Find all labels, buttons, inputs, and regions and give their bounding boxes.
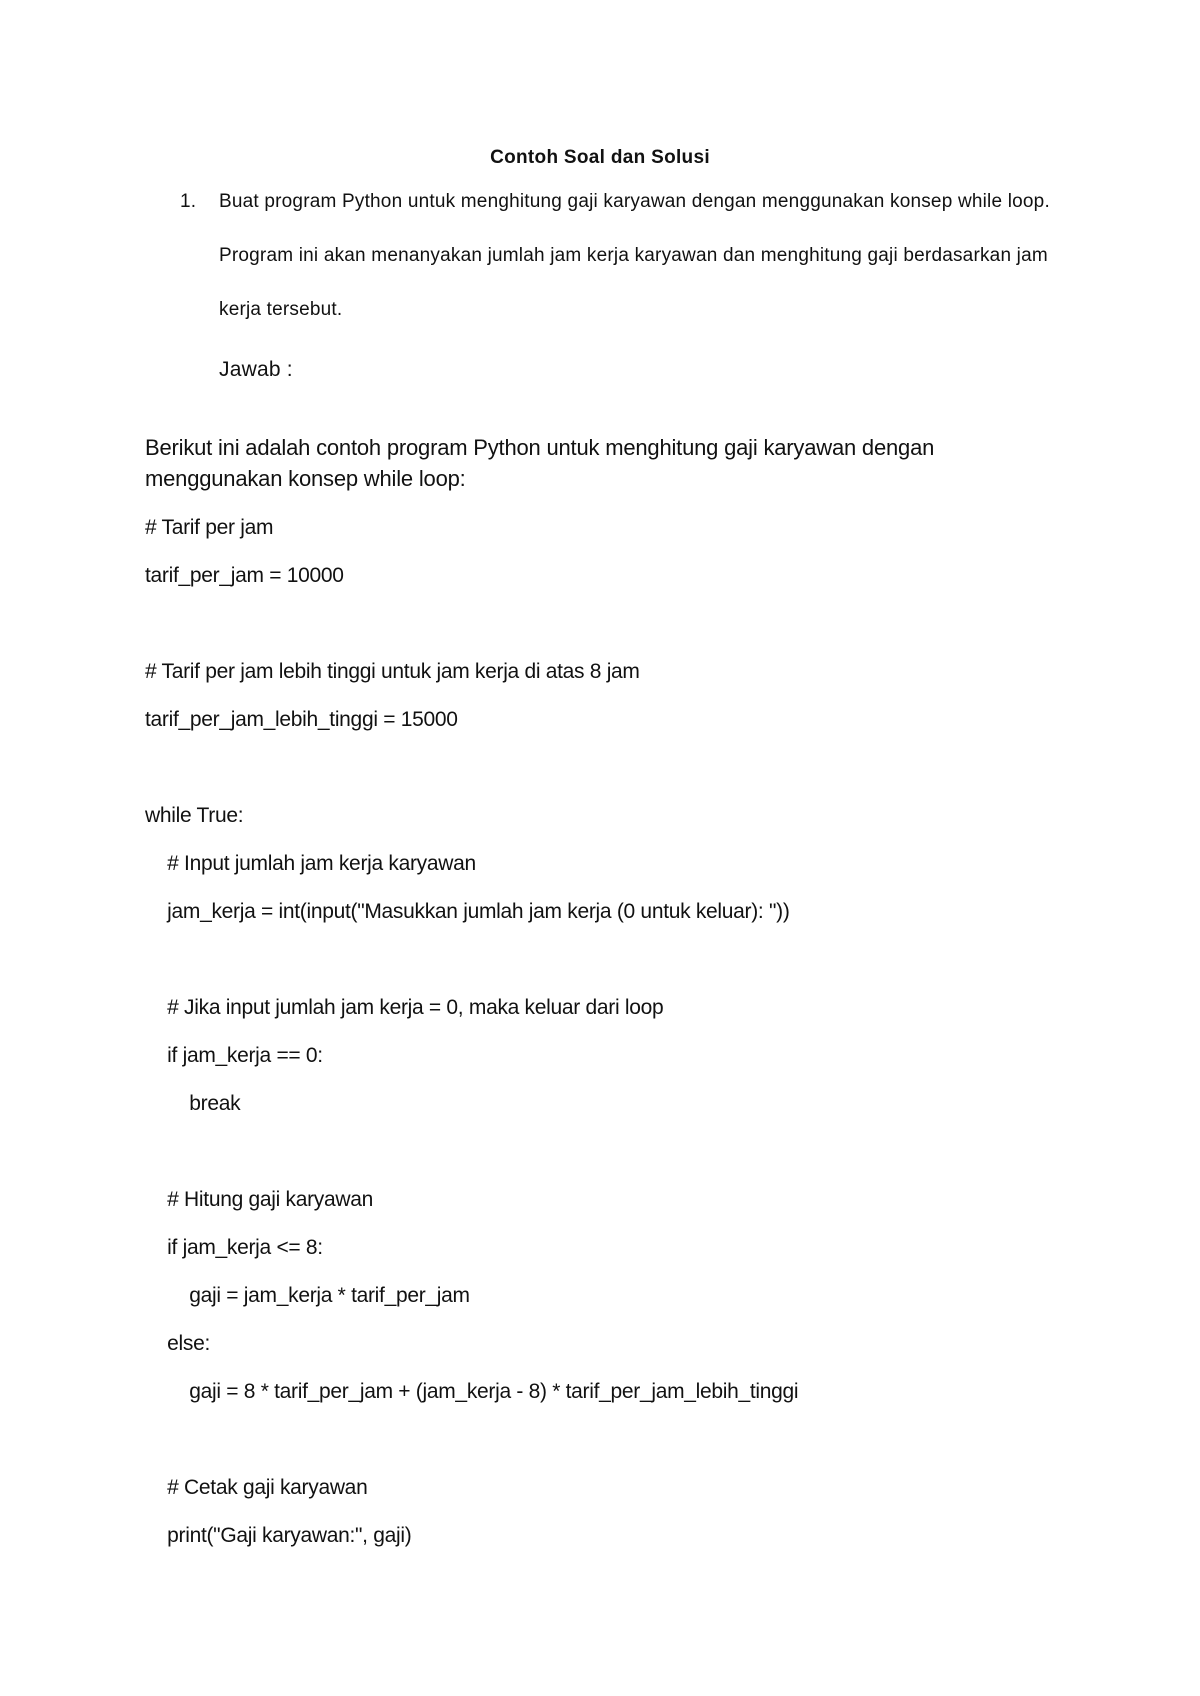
code-line: while True:	[145, 804, 244, 827]
page-title: Contoh Soal dan Solusi	[490, 147, 710, 168]
code-line: # Hitung gaji karyawan	[145, 1188, 373, 1211]
code-line: jam_kerja = int(input("Masukkan jumlah jam kerja (0 untuk keluar): "))	[145, 900, 790, 923]
code-line: # Cetak gaji karyawan	[145, 1476, 368, 1499]
code-line: # Tarif per jam lebih tinggi untuk jam kerja di atas 8 jam	[145, 660, 640, 683]
code-line: break	[145, 1092, 241, 1115]
code-line: # Input jumlah jam kerja karyawan	[145, 852, 476, 875]
code-line: # Tarif per jam	[145, 516, 274, 539]
code-line: print("Gaji karyawan:", gaji)	[145, 1524, 412, 1547]
intro-paragraph: Berikut ini adalah contoh program Python untuk menghitung gaji karyawan dengan menggunakan konsep while loop:	[145, 435, 935, 491]
question-text: Buat program Python untuk menghitung gaji karyawan dengan menggunakan konsep while loop. Program ini akan menanyakan jumlah jam kerja karyawan dan menghitung gaji berdasarkan jam kerja tersebut.	[219, 191, 1050, 320]
code-line: else:	[145, 1332, 210, 1355]
question-item	[180, 190, 1063, 337]
code-line: if jam_kerja <= 8:	[145, 1236, 323, 1259]
code-line: tarif_per_jam_lebih_tinggi = 15000	[145, 708, 458, 731]
code-line: gaji = 8 * tarif_per_jam + (jam_kerja - 8) * tarif_per_jam_lebih_tinggi	[145, 1380, 799, 1403]
code-line: tarif_per_jam = 10000	[145, 564, 344, 587]
code-line: if jam_kerja == 0:	[145, 1044, 323, 1067]
code-line: gaji = jam_kerja * tarif_per_jam	[145, 1284, 470, 1307]
code-line: # Jika input jumlah jam kerja = 0, maka keluar dari loop	[145, 996, 664, 1019]
question-number: 1.	[180, 191, 197, 212]
answer-label: Jawab :	[219, 358, 293, 381]
